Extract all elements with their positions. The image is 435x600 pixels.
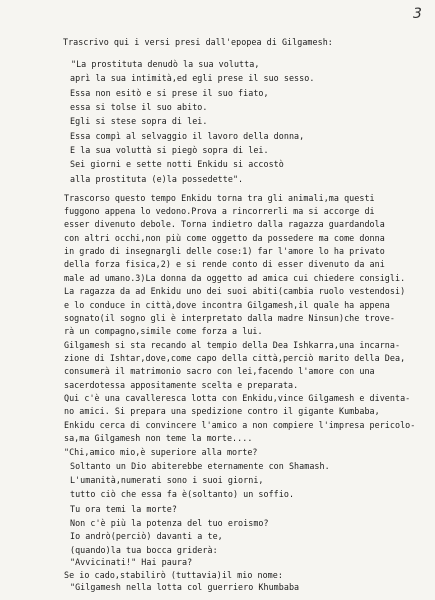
quote-line: "La prostituta denudò la sua volutta, bbox=[71, 59, 260, 69]
body-line: La ragazza da ad Enkidu uno dei suoi abiti(cambia ruolo vestendosi) bbox=[64, 286, 406, 297]
quote-line: essa si tolse il suo abito. bbox=[70, 101, 208, 112]
verse-line: "Gilgamesh nella lotta col guerriero Khumbaba bbox=[70, 582, 300, 592]
body-line: male ad umano.3)La donna da oggetto ad amica cui chiedere consigli. bbox=[64, 272, 406, 283]
verse-line: L'umanità,numerati sono i suoi giorni, bbox=[70, 475, 264, 486]
verse-line: Se io cado,stabilirò (tuttavia)il mio nome: bbox=[64, 569, 283, 580]
body-line: rà un compagno,simile come forza a lui. bbox=[64, 326, 263, 337]
verse-line: tutto ciò che essa fa è(soltanto) un soffio. bbox=[70, 489, 295, 500]
verse-line: Non c'è più la potenza del tuo eroismo? bbox=[70, 518, 269, 529]
body-line: Trascorso questo tempo Enkidu torna tra gli animali,ma questi bbox=[64, 192, 375, 203]
verse-line: "Avvicinati!" Hai paura? bbox=[70, 557, 193, 568]
verse-line: Tu ora temi la morte? bbox=[70, 503, 177, 514]
quote-line: Essa compì al selvaggio il lavoro della donna, bbox=[70, 130, 305, 141]
quote-line: Egli si stese sopra di lei. bbox=[70, 116, 208, 127]
body-line: sognato(il sogno gli è interpretato dalla madre Ninsun)che trove- bbox=[64, 312, 395, 323]
body-line: sa,ma Gilgamesh non teme la morte.... bbox=[64, 433, 253, 444]
body-line: Qui c'è una cavalleresca lotta con Enkidu,vince Gilgamesh e diventa- bbox=[64, 393, 411, 403]
body-line: esser divenuto debole. Torna indietro dalla ragazza guardandola bbox=[64, 219, 385, 230]
body-line: fuggono appena lo vedono.Prova a rincorrerli ma si accorge di bbox=[64, 205, 375, 216]
body-line: no amici. Si prepara una spedizione contro il gigante Kumbaba, bbox=[64, 406, 380, 417]
intro-line: Trascrivo qui i versi presi dall'epopea di Gilgamesh: bbox=[63, 37, 333, 47]
body-line: della forza fisica,2) e si rende conto di esser divenuto da ani bbox=[64, 259, 385, 270]
body-line: con altri occhi,non più come oggetto da possedere ma come donna bbox=[64, 232, 385, 243]
quote-line: E la sua voluttà si piegò sopra di lei. bbox=[70, 144, 269, 155]
verse-line: "Chi,amico mio,è superiore alla morte? bbox=[64, 446, 258, 457]
body-line: Enkidu cerca di convincere l'amico a non compiere l'impresa pericolo- bbox=[64, 419, 416, 430]
quote-line: aprì la sua intimità,ed egli prese il suo sesso. bbox=[70, 73, 315, 84]
body-line: Gilgamesh si sta recando al tempio della Dea Ishkarra,una incarna- bbox=[64, 339, 401, 350]
page-number: 3 bbox=[413, 6, 422, 22]
verse-line: Soltanto un Dio abiterebbe eternamente con Shamash. bbox=[70, 460, 330, 471]
quote-line: Sei giorni e sette notti Enkidu si accostò bbox=[70, 159, 284, 170]
quote-line: alla prostituta (e)la possedette". bbox=[70, 173, 244, 184]
body-line: consumerà il matrimonio sacro con lei,facendo l'amore con una bbox=[64, 366, 375, 377]
body-line: e lo conduce in città,dove incontra Gilgamesh,il quale ha appena bbox=[64, 299, 390, 310]
body-line: zione di Ishtar,dove,come capo della città,perciò marito della Dea, bbox=[64, 352, 406, 363]
verse-line: (quando)la tua bocca griderà: bbox=[70, 544, 218, 555]
verse-line: Io andrò(perciò) davanti a te, bbox=[70, 531, 223, 542]
body-line: sacerdotessa appositamente scelta e preparata. bbox=[64, 379, 299, 390]
quote-line: Essa non esitò e si prese il suo fiato, bbox=[70, 87, 269, 98]
body-line: in grado di insegnargli delle cose:1) far l'amore lo ha privato bbox=[64, 246, 385, 256]
